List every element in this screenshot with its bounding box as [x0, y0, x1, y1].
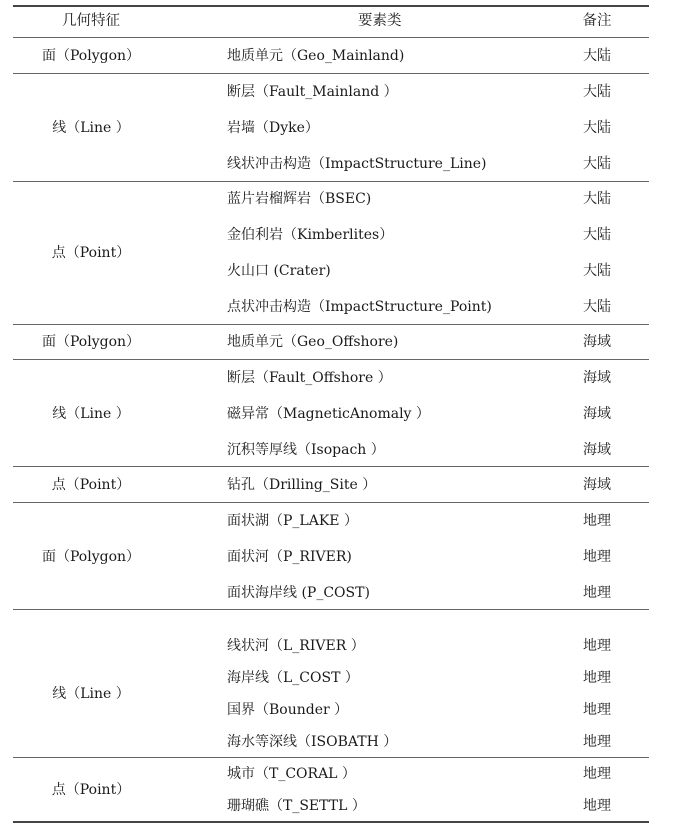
note-cell: 地理 — [583, 798, 611, 814]
note-cell: 海域 — [583, 406, 611, 422]
element-cell: 城市（T_CORAL ） — [227, 766, 356, 782]
header-geometry: 几何特征 — [62, 13, 120, 29]
element-cell: 面状海岸线 (P_COST) — [227, 585, 370, 601]
element-cell: 钻孔（Drilling_Site ） — [227, 477, 377, 493]
note-cell: 地理 — [583, 549, 611, 565]
element-cell: 沉积等厚线（Isopach ） — [227, 442, 385, 458]
note-cell: 海域 — [583, 477, 611, 493]
note-cell: 海域 — [583, 334, 611, 350]
element-cell: 海岸线（L_COST ） — [227, 670, 359, 686]
element-cell: 金伯利岩（Kimberlites） — [227, 227, 394, 243]
geometry-cell: 面（Polygon） — [41, 48, 141, 64]
note-cell: 大陆 — [583, 120, 611, 136]
element-cell: 海水等深线（ISOBATH ） — [227, 734, 398, 750]
divider — [13, 502, 649, 503]
element-cell: 火山口 (Crater) — [227, 263, 331, 279]
top-rule — [13, 5, 649, 7]
divider — [13, 181, 649, 182]
element-cell: 面状湖（P_LAKE ） — [227, 513, 358, 529]
element-cell: 点状冲击构造（ImpactStructure_Point) — [227, 299, 492, 315]
header-rule — [13, 37, 649, 38]
bottom-rule — [13, 821, 649, 823]
element-cell: 地质单元（Geo_Offshore) — [227, 334, 399, 350]
note-cell: 地理 — [583, 766, 611, 782]
divider — [13, 324, 649, 325]
element-cell: 线状冲击构造（ImpactStructure_Line) — [227, 156, 487, 172]
geometry-cell: 点（Point） — [51, 477, 131, 493]
divider — [13, 359, 649, 360]
element-cell: 磁异常（MagneticAnomaly ） — [227, 406, 430, 422]
note-cell: 大陆 — [583, 227, 611, 243]
note-cell: 大陆 — [583, 191, 611, 207]
note-cell: 大陆 — [583, 48, 611, 64]
geometry-cell: 线（Line ） — [52, 686, 130, 702]
header-element: 要素类 — [358, 13, 402, 29]
note-cell: 大陆 — [583, 156, 611, 172]
note-cell: 地理 — [583, 670, 611, 686]
geometry-cell: 点（Point） — [51, 782, 131, 798]
geometry-cell: 面（Polygon） — [41, 334, 141, 350]
note-cell: 海域 — [583, 370, 611, 386]
divider — [13, 466, 649, 467]
element-cell: 面状河（P_RIVER) — [227, 549, 352, 565]
divider — [13, 73, 649, 74]
note-cell: 地理 — [583, 734, 611, 750]
element-cell: 蓝片岩榴辉岩（BSEC) — [227, 191, 372, 207]
note-cell: 地理 — [583, 585, 611, 601]
note-cell: 大陆 — [583, 84, 611, 100]
note-cell: 地理 — [583, 702, 611, 718]
element-cell: 岩墙（Dyke） — [227, 120, 319, 136]
geometry-cell: 线（Line ） — [52, 406, 130, 422]
element-cell: 断层（Fault_Mainland ） — [227, 84, 398, 100]
note-cell: 大陆 — [583, 263, 611, 279]
geometry-cell: 点（Point） — [51, 245, 131, 261]
element-cell: 断层（Fault_Offshore ） — [227, 370, 392, 386]
divider — [13, 757, 649, 758]
element-cell: 珊瑚礁（T_SETTL ） — [227, 798, 366, 814]
geometry-cell: 面（Polygon） — [41, 549, 141, 565]
element-cell: 线状河（L_RIVER ） — [227, 638, 365, 654]
header-note: 备注 — [582, 13, 612, 29]
element-cell: 国界（Bounder ） — [227, 702, 349, 718]
element-cell: 地质单元（Geo_Mainland) — [227, 48, 405, 64]
geometry-cell: 线（Line ） — [52, 120, 130, 136]
note-cell: 地理 — [583, 638, 611, 654]
note-cell: 海域 — [583, 442, 611, 458]
divider — [13, 609, 649, 610]
note-cell: 大陆 — [583, 299, 611, 315]
note-cell: 地理 — [583, 513, 611, 529]
